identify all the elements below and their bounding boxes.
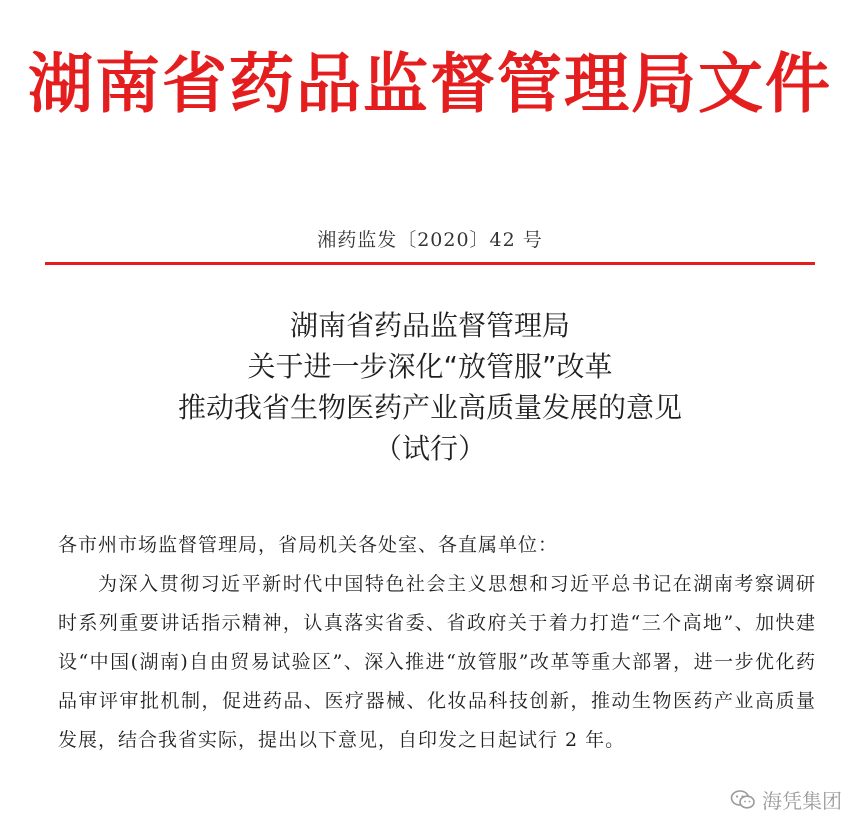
title-line-1: 湖南省药品监督管理局 (289, 309, 570, 342)
wechat-icon (730, 789, 756, 811)
watermark-text: 海凭集团 (762, 789, 842, 813)
red-divider-line (45, 262, 815, 265)
title-line-2: 关于进一步深化“放管服”改革 (247, 350, 613, 383)
document-number: 湘药监发〔2020〕42 号 (317, 229, 543, 251)
title-line-4: （试行） (373, 432, 486, 465)
document-title (0, 305, 860, 469)
watermark (730, 785, 842, 814)
body-paragraph: 为深入贯彻习近平新时代中国特色社会主义思想和习近平总书记在湖南考察调研时系列重要讲话指示精神，认真落实省委、省政府关于着力打造“三个高地”、加快建设“中国(湖南)自由贸易试验区”、深入推进“放管服”改革等重大部署，进一步优化药品审评审批机制，促进药品、医疗器械、化妆品科技创新，推动生物医药产业高质量发展，结合我省实际，提出以下意见，自印发之日起试行 2 年。 (58, 573, 816, 751)
title-line-3: 推动我省生物医药产业高质量发展的意见 (177, 391, 682, 424)
salutation: 各市州市场监督管理局，省局机关各处室、各直属单位： (58, 534, 559, 556)
document-header-title: 湖南省药品监督管理局文件 (27, 47, 832, 122)
document-body (58, 526, 816, 760)
